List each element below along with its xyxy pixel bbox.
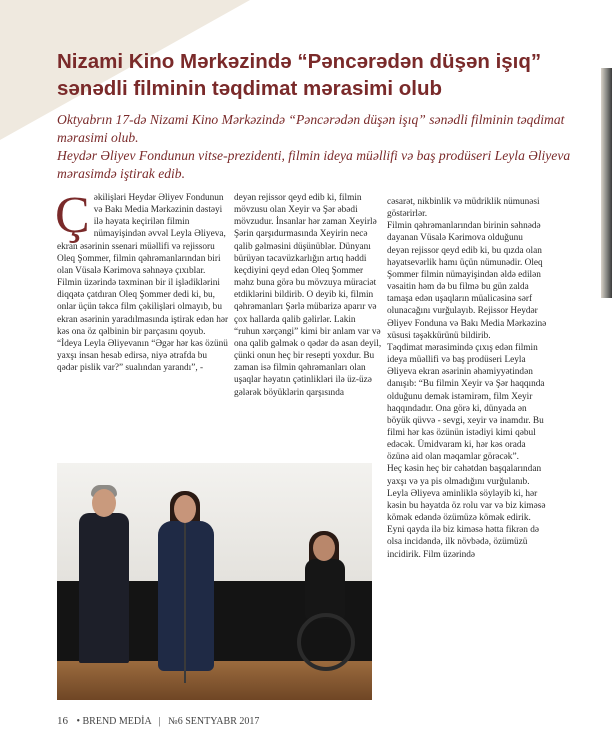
adjacent-page-photo-edge	[601, 68, 612, 298]
issue-label: №6 SENTYABR 2017	[168, 716, 260, 727]
lead-paragraph-1: Oktyabrın 17-də Nizami Kino Mərkəzində “Pəncərədən düşən işıq” sənədli filminin təqdimat mərasimi olub.	[57, 112, 565, 145]
man-head	[92, 489, 116, 517]
event-photo	[57, 463, 372, 700]
body-paragraph: deyən rejissor qeyd edib ki, filmin mövzusu olan Xeyir və Şər əbədi mövzudur. İnsanlar hər zaman Xeyirlə Şərin qarşıdurmasında Xeyirin necə qalib gəlməsini düşünüblər. Dünyanı bürüyən təcavüzkarlığın artıq həddi keçdiyini qeyd edən Oleq Şommer məhz buna görə bu mövzuya müraciət etdiklərini bildirib. O deyib ki, filmin qəhrəmanları Şərlə mübarizə aparır və çox hallarda qalib gəlirlər. Lakin “ruhun xərçəngi” kimi bir anlam var və ona qalib gəlmək o qədər də asan deyil, çünki onun heç bir resepti yoxdur. Bu zaman isə filmin qəhrəmanları olan uşaqlar həyatın çətinlikləri ilə üz-üzə gələrək böyüklərin qarşısında	[234, 193, 382, 398]
body-paragraph: Heç kəsin heç bir cəhətdən başqalarından yaxşı və ya pis olmadığını vurğulanıb. Leyla Əliyeva əminliklə söyləyib ki, hər kəsin bu həyatda öz rolu var və biz kiməsə kömək edəndə özümüzə kömək edirik. Eyni qayda ilə biz kiməsə hətta fikrən də olsa incidəndə, ilk növbədə, özümüzü incidirik. Film üzərində	[387, 464, 546, 560]
body-paragraph: Təqdimat mərasimində çıxış edən filmin ideya müəllifi və baş prodüseri Leyla Əliyeva ekran əsərinin əhəmiyyətindən danışıb: “Bu filmin Xeyir və Şər haqqında olduğunu demək istəmirəm, film Xeyir haqqındadır. Ona görə ki, dünyada ən böyük qüvvə - sevgi, xeyir və inamdır. Bu filmi hər kəs özünün istədiyi kimi qəbul edəcək. Ümidvaram ki, hər kəs orada özünə aid olan məqamlar görəcək”.	[387, 342, 545, 463]
page-number: 16	[57, 715, 68, 727]
dropcap-paragraph	[55, 187, 229, 277]
wheelchair	[297, 613, 355, 671]
article-lead	[57, 111, 577, 183]
microphone-stand	[184, 523, 186, 683]
footer-separator: |	[158, 716, 161, 727]
lead-paragraph-2: Heydər Əliyev Fondunun vitse-prezidenti, filmin ideya müəllifi və baş prodüseri Leyla Əliyeva mərasimdə iştirak edib.	[57, 148, 571, 181]
body-paragraph: “İdeya Leyla Əliyevanın “Əgər hər kəs özünü yaxşı insan hesab edirsə, niyə ətrafda bu qədər pislik var?” sualından yarandı”, -	[57, 338, 228, 374]
page-footer	[57, 715, 357, 727]
article-title: Nizami Kino Mərkəzində “Pəncərədən düşən işıq” sənədli filminin təqdimat mərasimi olub	[57, 50, 542, 100]
magazine-name: BREND MEDİA	[82, 716, 152, 727]
footer-bullet: •	[76, 716, 81, 727]
woman-head	[174, 495, 196, 523]
man-in-suit	[79, 513, 129, 663]
dropcap-letter: Ç	[55, 187, 90, 244]
body-paragraph: əkilişləri Heydər Əliyev Fondunun və Bakı Media Mərkəzinin dəstəyi ilə həyata keçirilən filmin nümayişindən əvvəl Leyla Əliyeva, ekran əsərinin ssenari müəllifi və rejissoru Oleq Şommer, filmin qəhrəmanlarından biri olan Vüsalə Kərimova səhnəyə çıxıblar.	[57, 193, 226, 276]
article-column-2	[234, 192, 382, 399]
body-paragraph: Filmin üzərində təxminən bir il işlədiklərini diqqətə çatdıran Oleq Şommer dedi ki, bu, onlar üçün təkcə film çəkilişləri olmayıb, bu ekran əsərinin yaradılmasında iştirak edən hər kəs ona öz qəlbinin bir parçasını qoyub.	[57, 278, 229, 337]
body-paragraph: cəsarət, nikbinlik və müdriklik nümunəsi göstərirlər.	[387, 197, 540, 220]
seated-girl	[305, 559, 345, 619]
article-column-1	[55, 187, 229, 374]
article-column-3	[387, 196, 547, 561]
seated-girl-head	[313, 535, 335, 561]
woman-in-dress	[158, 521, 214, 671]
body-paragraph: Filmin qəhrəmanlarından birinin səhnədə dayanan Vüsalə Kərimova olduğunu deyən rejissor qeyd edib ki, bu qızda olan həyatsevərlik hamı üçün nümunədir. Oleq Şommer filmin nümayişindən əldə edilən vəsaitin həm də bu filmə bu gün zalda tamaşa edən uşaqların müalicəsinə sərf olunacağını vurğulayıb. Rejissor Heydər Əliyev Fonduna və Bakı Media Mərkəzinə xüsusi təşəkkürünü bildirib.	[387, 221, 547, 341]
